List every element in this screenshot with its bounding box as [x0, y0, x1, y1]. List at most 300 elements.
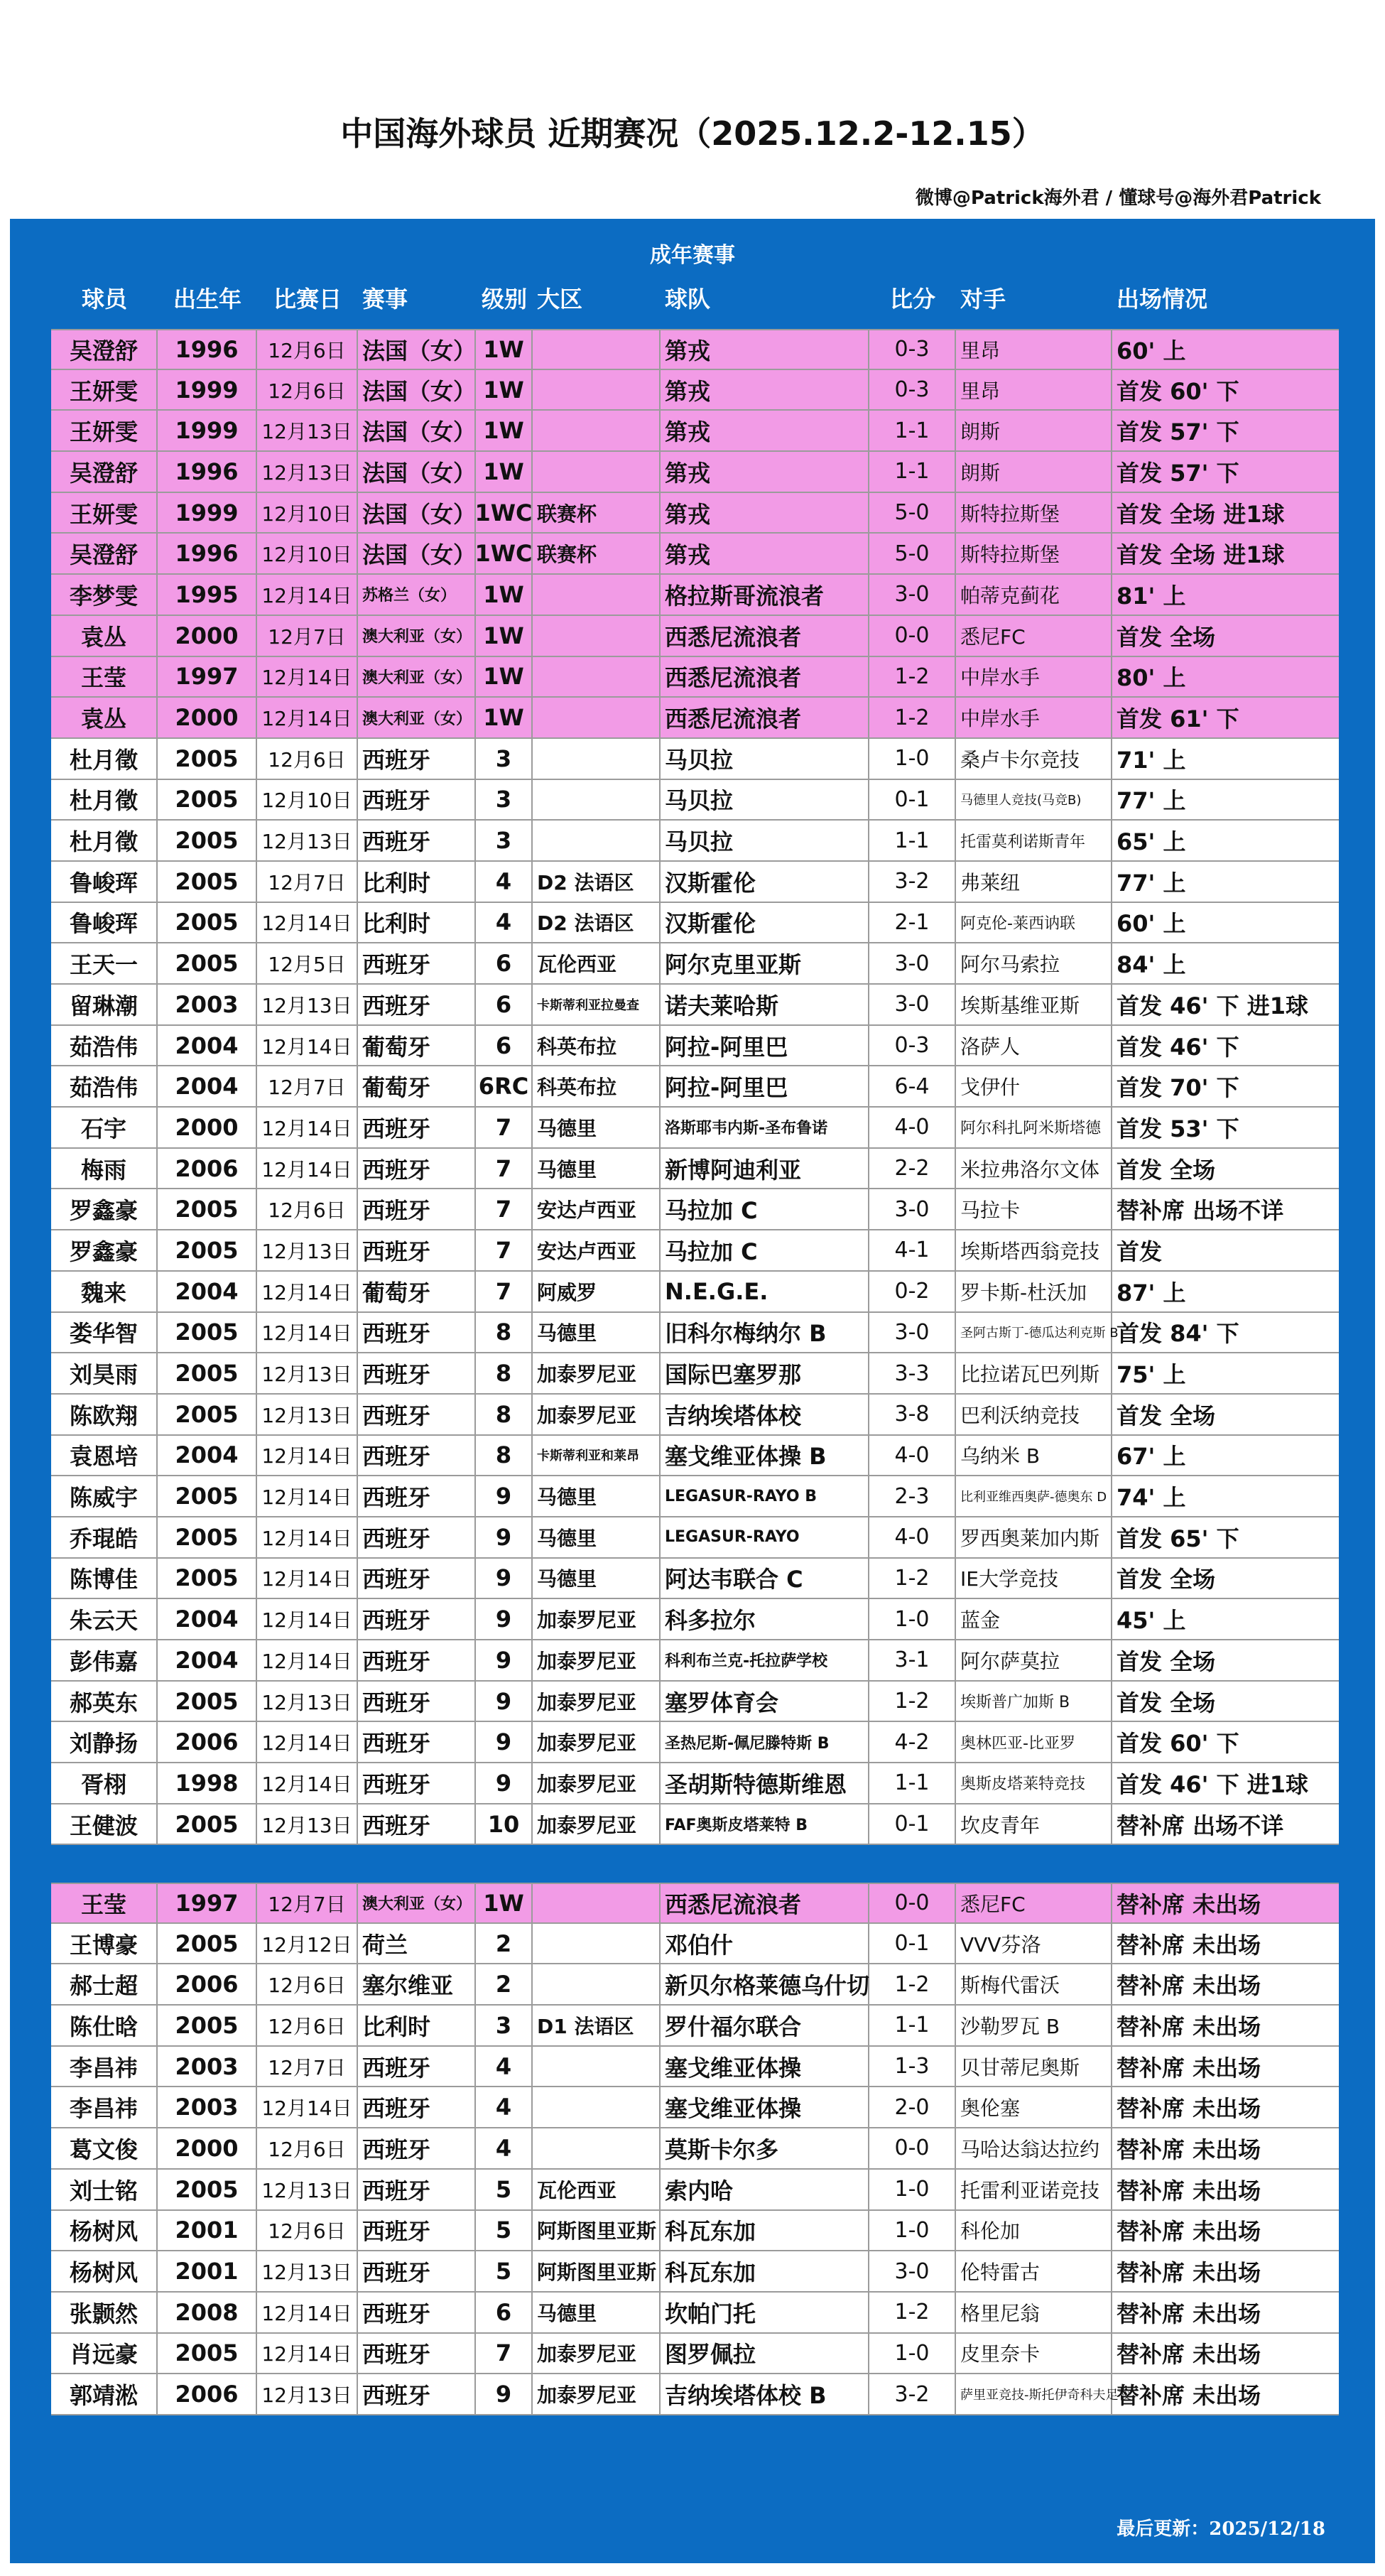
score-cell: 3-0: [869, 943, 956, 983]
column-headers: [51, 281, 1339, 317]
team-cell: FAF奥斯皮塔莱特 B: [661, 1804, 869, 1844]
level-cell: 3: [476, 780, 533, 820]
opponent-cell: 弗莱纽: [956, 862, 1112, 902]
table-row: [51, 657, 1339, 698]
birth-year-cell: 2004: [158, 1436, 257, 1476]
player-name-cell: 刘士铭: [51, 2170, 158, 2209]
score-cell: 0-3: [869, 1026, 956, 1066]
birth-year-cell: 2000: [158, 698, 257, 737]
score-cell: 4-0: [869, 1108, 956, 1147]
level-cell: 9: [476, 1599, 533, 1639]
birth-year-cell: 2005: [158, 1682, 257, 1721]
opponent-cell: 洛萨人: [956, 1026, 1112, 1066]
team-cell: 索内哈: [661, 2170, 869, 2209]
birth-year-cell: 1997: [158, 657, 257, 697]
team-cell: 吉纳埃塔体校: [661, 1395, 869, 1434]
birth-year-cell: 2004: [158, 1272, 257, 1311]
appearance-cell: 替补席 出场不详: [1117, 1197, 1284, 1225]
table-row: [51, 2170, 1339, 2211]
region-cell: 马德里: [533, 1559, 661, 1598]
player-name-cell: 杜月徵: [51, 780, 158, 820]
player-name-cell: 杨树风: [51, 2211, 158, 2251]
team-cell: 科瓦东加: [661, 2251, 869, 2291]
competition-cell: 西班牙: [358, 1436, 476, 1476]
region-cell: [533, 1884, 661, 1922]
appearance-cell: 首发 46' 下 进1球: [1117, 992, 1309, 1019]
region-cell: [533, 330, 661, 369]
opponent-cell: 巴利沃纳竞技: [956, 1395, 1112, 1434]
table-row: [51, 2251, 1339, 2293]
level-cell: 9: [476, 1517, 533, 1557]
birth-year-cell: 2005: [158, 903, 257, 943]
match-date-cell: 12月14日: [257, 2087, 358, 2127]
match-date-cell: 12月14日: [257, 1108, 358, 1147]
score-cell: 1-3: [869, 2047, 956, 2087]
level-cell: 5: [476, 2211, 533, 2251]
opponent-cell: 朗斯: [956, 411, 1112, 450]
opponent-cell: 里昂: [956, 370, 1112, 410]
appearance-cell: 首发 全场: [1117, 1647, 1216, 1675]
level-cell: 1W: [476, 575, 533, 615]
opponent-cell: 斯梅代雷沃: [956, 1964, 1112, 2004]
level-cell: 1W: [476, 616, 533, 656]
player-name-cell: 杨树风: [51, 2251, 158, 2291]
birth-year-cell: 1996: [158, 330, 257, 369]
match-date-cell: 12月7日: [257, 862, 358, 902]
match-date-cell: 12月6日: [257, 370, 358, 410]
score-cell: 1-2: [869, 657, 956, 697]
region-cell: 瓦伦西亚: [533, 943, 661, 983]
region-cell: 加泰罗尼亚: [533, 1395, 661, 1434]
table-row: [51, 2006, 1339, 2047]
birth-year-cell: 1995: [158, 575, 257, 615]
table-row: [51, 2128, 1339, 2170]
col-header-level: 级别: [481, 286, 527, 313]
table-row: [51, 1395, 1339, 1436]
score-cell: 1-0: [869, 2211, 956, 2251]
table-row: [51, 2374, 1339, 2415]
score-cell: 0-1: [869, 1924, 956, 1964]
opponent-cell: 米拉弗洛尔文体: [956, 1149, 1112, 1189]
player-name-cell: 陈仕晗: [51, 2006, 158, 2045]
opponent-cell: 中岸水手: [956, 657, 1112, 697]
competition-cell: 西班牙: [358, 2211, 476, 2251]
table-row: [51, 1804, 1339, 1846]
team-cell: 阿拉-阿里巴: [661, 1066, 869, 1106]
appearance-cell: 首发 全场 进1球: [1117, 541, 1285, 569]
appearance-cell: 87' 上: [1117, 1279, 1186, 1306]
opponent-cell: 蓝金: [956, 1599, 1112, 1639]
competition-cell: 西班牙: [358, 2087, 476, 2127]
player-name-cell: 彭伟嘉: [51, 1640, 158, 1680]
match-date-cell: 12月14日: [257, 1313, 358, 1353]
competition-cell: 西班牙: [358, 1599, 476, 1639]
team-cell: 第戎: [661, 452, 869, 492]
birth-year-cell: 2005: [158, 1924, 257, 1964]
level-cell: 7: [476, 1230, 533, 1270]
match-date-cell: 12月6日: [257, 330, 358, 369]
score-cell: 1-0: [869, 2334, 956, 2374]
player-name-cell: 吴澄舒: [51, 452, 158, 492]
opponent-cell: 阿尔科扎阿米斯塔德: [956, 1108, 1112, 1147]
match-date-cell: 12月7日: [257, 1066, 358, 1106]
score-cell: 3-0: [869, 1189, 956, 1229]
match-date-cell: 12月14日: [257, 1763, 358, 1803]
opponent-cell: 戈伊什: [956, 1066, 1112, 1106]
level-cell: 9: [476, 1640, 533, 1680]
table-row: [51, 1313, 1339, 1354]
match-date-cell: 12月7日: [257, 2047, 358, 2087]
match-date-cell: 12月14日: [257, 1272, 358, 1311]
region-cell: 马德里: [533, 1517, 661, 1557]
player-name-cell: 杜月徵: [51, 739, 158, 779]
table-row: [51, 1924, 1339, 1965]
appearance-cell: 首发 全场: [1117, 623, 1216, 651]
competition-cell: 西班牙: [358, 1682, 476, 1721]
appearance-cell: 77' 上: [1117, 869, 1186, 897]
match-date-cell: 12月10日: [257, 534, 358, 573]
opponent-cell: 埃斯基维亚斯: [956, 985, 1112, 1024]
player-name-cell: 刘昊雨: [51, 1353, 158, 1393]
competition-cell: 比利时: [358, 2006, 476, 2045]
region-cell: 科英布拉: [533, 1026, 661, 1066]
competition-cell: 葡萄牙: [358, 1272, 476, 1311]
team-cell: 西悉尼流浪者: [661, 698, 869, 737]
appearance-cell: 替补席 未出场: [1117, 1890, 1261, 1918]
appearance-cell: 81' 上: [1117, 582, 1186, 610]
table-row: [51, 1682, 1339, 1723]
appearance-cell: 替补席 未出场: [1117, 2218, 1261, 2246]
level-cell: 3: [476, 739, 533, 779]
match-date-cell: 12月13日: [257, 2170, 358, 2209]
appearance-cell: 替补席 未出场: [1117, 2136, 1261, 2163]
competition-cell: 西班牙: [358, 2374, 476, 2414]
level-cell: 7: [476, 1272, 533, 1311]
appearance-cell: 首发 84' 下: [1117, 1320, 1239, 1348]
region-cell: 加泰罗尼亚: [533, 1763, 661, 1803]
player-name-cell: 李昌祎: [51, 2047, 158, 2087]
table-row: [51, 1189, 1339, 1230]
competition-cell: 西班牙: [358, 1108, 476, 1147]
competition-cell: 西班牙: [358, 821, 476, 860]
score-cell: 2-2: [869, 1149, 956, 1189]
competition-cell: 法国（女）: [358, 534, 476, 573]
match-date-cell: 12月13日: [257, 452, 358, 492]
col-header-competition: 赛事: [362, 286, 408, 313]
competition-cell: 西班牙: [358, 1353, 476, 1393]
player-name-cell: 杜月徵: [51, 821, 158, 860]
player-name-cell: 王妍雯: [51, 370, 158, 410]
match-date-cell: 12月13日: [257, 821, 358, 860]
score-cell: 1-1: [869, 1763, 956, 1803]
opponent-cell: 萨里亚竞技-斯托伊奇科夫足校: [956, 2374, 1112, 2414]
birth-year-cell: 2005: [158, 780, 257, 820]
player-name-cell: 王天一: [51, 943, 158, 983]
appearance-cell: 80' 上: [1117, 664, 1186, 692]
score-cell: 0-3: [869, 330, 956, 369]
opponent-cell: 伦特雷古: [956, 2251, 1112, 2291]
appearance-cell: 首发 60' 下: [1117, 377, 1239, 405]
player-name-cell: 鲁峻珲: [51, 903, 158, 943]
opponent-cell: 皮里奈卡: [956, 2334, 1112, 2374]
match-date-cell: 12月14日: [257, 1436, 358, 1476]
table-row: [51, 1517, 1339, 1559]
col-header-birth-year: 出生年: [173, 286, 241, 313]
competition-cell: 西班牙: [358, 1476, 476, 1516]
level-cell: 4: [476, 862, 533, 902]
player-name-cell: 王妍雯: [51, 493, 158, 533]
results-panel: [10, 219, 1375, 2563]
birth-year-cell: 1997: [158, 1884, 257, 1922]
level-cell: 6: [476, 943, 533, 983]
opponent-cell: 乌纳米 B: [956, 1436, 1112, 1476]
competition-cell: 法国（女）: [358, 370, 476, 410]
table-row: [51, 1599, 1339, 1640]
opponent-cell: 斯特拉斯堡: [956, 534, 1112, 573]
opponent-cell: 比利亚维西奥萨-德奥东 D: [956, 1476, 1112, 1516]
opponent-cell: 沙勒罗瓦 B: [956, 2006, 1112, 2045]
opponent-cell: 埃斯普广加斯 B: [956, 1682, 1112, 1721]
region-cell: 瓦伦西亚: [533, 2170, 661, 2209]
score-cell: 3-8: [869, 1395, 956, 1434]
player-name-cell: 王妍雯: [51, 411, 158, 450]
opponent-cell: 阿尔萨莫拉: [956, 1640, 1112, 1680]
match-date-cell: 12月5日: [257, 943, 358, 983]
match-date-cell: 12月10日: [257, 493, 358, 533]
opponent-cell: 悉尼FC: [956, 616, 1112, 656]
table-row: [51, 1964, 1339, 2006]
region-cell: [533, 657, 661, 697]
player-name-cell: 乔琨皓: [51, 1517, 158, 1557]
region-cell: 马德里: [533, 2293, 661, 2332]
team-cell: 西悉尼流浪者: [661, 1884, 869, 1922]
score-cell: 3-0: [869, 575, 956, 615]
team-cell: 阿达韦联合 C: [661, 1559, 869, 1598]
region-cell: 马德里: [533, 1313, 661, 1353]
birth-year-cell: 2004: [158, 1026, 257, 1066]
region-cell: 加泰罗尼亚: [533, 2334, 661, 2374]
player-name-cell: 王博豪: [51, 1924, 158, 1964]
score-cell: 1-1: [869, 821, 956, 860]
team-cell: 阿尔克里亚斯: [661, 943, 869, 983]
bench-matches-table: [51, 1883, 1339, 2415]
level-cell: 8: [476, 1395, 533, 1434]
competition-cell: 澳大利亚（女）: [358, 698, 476, 737]
region-cell: 联赛杯: [533, 493, 661, 533]
match-date-cell: 12月13日: [257, 1804, 358, 1844]
birth-year-cell: 2004: [158, 1066, 257, 1106]
level-cell: 10: [476, 1804, 533, 1844]
team-cell: 洛斯耶韦内斯-圣布鲁诺: [661, 1108, 869, 1147]
region-cell: 马德里: [533, 1149, 661, 1189]
appearance-cell: 首发 全场: [1117, 1689, 1216, 1716]
competition-cell: 西班牙: [358, 739, 476, 779]
birth-year-cell: 1996: [158, 452, 257, 492]
team-cell: 第戎: [661, 534, 869, 573]
section-title: 成年赛事: [650, 243, 735, 268]
score-cell: 2-3: [869, 1476, 956, 1516]
region-cell: [533, 452, 661, 492]
col-header-region: 大区: [537, 286, 583, 313]
player-name-cell: 郭靖淞: [51, 2374, 158, 2414]
opponent-cell: 埃斯塔西翁竞技: [956, 1230, 1112, 1270]
score-cell: 3-0: [869, 2251, 956, 2291]
team-cell: 新博阿迪利亚: [661, 1149, 869, 1189]
team-cell: 塞戈维亚体操: [661, 2087, 869, 2127]
competition-cell: 苏格兰（女）: [358, 575, 476, 615]
competition-cell: 澳大利亚（女）: [358, 1884, 476, 1922]
match-date-cell: 12月14日: [257, 1026, 358, 1066]
table-row: [51, 370, 1339, 411]
birth-year-cell: 2006: [158, 2374, 257, 2414]
match-date-cell: 12月14日: [257, 1476, 358, 1516]
appearance-cell: 首发: [1117, 1238, 1163, 1265]
score-cell: 3-2: [869, 862, 956, 902]
opponent-cell: VVV芬洛: [956, 1924, 1112, 1964]
table-row: [51, 903, 1339, 944]
match-date-cell: 12月14日: [257, 1559, 358, 1598]
appearance-cell: 替补席 未出场: [1117, 2013, 1261, 2040]
birth-year-cell: 1999: [158, 370, 257, 410]
table-row: [51, 985, 1339, 1026]
player-name-cell: 葛文俊: [51, 2128, 158, 2168]
birth-year-cell: 2006: [158, 1149, 257, 1189]
score-cell: 2-0: [869, 2087, 956, 2127]
competition-cell: 法国（女）: [358, 452, 476, 492]
score-cell: 0-0: [869, 616, 956, 656]
opponent-cell: 托雷利亚诺竞技: [956, 2170, 1112, 2209]
match-date-cell: 12月13日: [257, 2251, 358, 2291]
opponent-cell: 罗西奥莱加内斯: [956, 1517, 1112, 1557]
level-cell: 7: [476, 2334, 533, 2374]
opponent-cell: 马德里人竞技(马竞B): [956, 780, 1112, 820]
appearance-cell: 75' 上: [1117, 1361, 1186, 1389]
region-cell: 加泰罗尼亚: [533, 1682, 661, 1721]
birth-year-cell: 2004: [158, 1599, 257, 1639]
birth-year-cell: 2005: [158, 1559, 257, 1598]
team-cell: 塞戈维亚体操: [661, 2047, 869, 2087]
level-cell: 1W: [476, 698, 533, 737]
region-cell: 加泰罗尼亚: [533, 1804, 661, 1844]
team-cell: 科利布兰克-托拉萨学校: [661, 1640, 869, 1680]
table-row: [51, 780, 1339, 821]
competition-cell: 西班牙: [358, 2170, 476, 2209]
table-row: [51, 493, 1339, 534]
birth-year-cell: 1996: [158, 534, 257, 573]
level-cell: 6: [476, 2293, 533, 2332]
competition-cell: 西班牙: [358, 1722, 476, 1762]
player-name-cell: 陈威宇: [51, 1476, 158, 1516]
table-row: [51, 1066, 1339, 1108]
opponent-cell: 阿尔马索拉: [956, 943, 1112, 983]
player-name-cell: 肖远豪: [51, 2334, 158, 2374]
table-row: [51, 534, 1339, 575]
level-cell: 9: [476, 1476, 533, 1516]
region-cell: 安达卢西亚: [533, 1230, 661, 1270]
region-cell: 马德里: [533, 1476, 661, 1516]
region-cell: 加泰罗尼亚: [533, 2374, 661, 2414]
match-date-cell: 12月7日: [257, 616, 358, 656]
team-cell: 马贝拉: [661, 821, 869, 860]
opponent-cell: 朗斯: [956, 452, 1112, 492]
appearance-cell: 67' 上: [1117, 1443, 1186, 1471]
region-cell: [533, 739, 661, 779]
birth-year-cell: 2005: [158, 739, 257, 779]
appearance-cell: 首发 全场: [1117, 1156, 1216, 1184]
opponent-cell: 贝甘蒂尼奥斯: [956, 2047, 1112, 2087]
appearance-cell: 71' 上: [1117, 746, 1186, 774]
table-row: [51, 1640, 1339, 1682]
player-name-cell: 吴澄舒: [51, 534, 158, 573]
table-row: [51, 943, 1339, 985]
level-cell: 4: [476, 903, 533, 943]
col-header-appearance: 出场情况: [1117, 286, 1208, 313]
competition-cell: 澳大利亚（女）: [358, 616, 476, 656]
competition-cell: 法国（女）: [358, 493, 476, 533]
region-cell: 加泰罗尼亚: [533, 1599, 661, 1639]
player-name-cell: 胥栩: [51, 1763, 158, 1803]
player-name-cell: 郝士超: [51, 1964, 158, 2004]
score-cell: 1-1: [869, 411, 956, 450]
appearance-cell: 65' 上: [1117, 828, 1186, 856]
table-row: [51, 452, 1339, 493]
appearance-cell: 首发 全场: [1117, 1402, 1216, 1429]
level-cell: 9: [476, 2374, 533, 2414]
birth-year-cell: 2003: [158, 2047, 257, 2087]
table-row: [51, 1230, 1339, 1272]
birth-year-cell: 1998: [158, 1763, 257, 1803]
match-date-cell: 12月6日: [257, 739, 358, 779]
score-cell: 4-1: [869, 1230, 956, 1270]
appearance-cell: 替补席 未出场: [1117, 2095, 1261, 2123]
table-row: [51, 698, 1339, 739]
competition-cell: 西班牙: [358, 1313, 476, 1353]
competition-cell: 西班牙: [358, 2047, 476, 2087]
col-header-team: 球队: [665, 286, 711, 313]
opponent-cell: 里昂: [956, 330, 1112, 369]
match-date-cell: 12月13日: [257, 1682, 358, 1721]
region-cell: [533, 780, 661, 820]
opponent-cell: IE大学竞技: [956, 1559, 1112, 1598]
match-date-cell: 12月14日: [257, 1149, 358, 1189]
table-row: [51, 1436, 1339, 1477]
opponent-cell: 奥伦塞: [956, 2087, 1112, 2127]
col-header-score: 比分: [889, 286, 935, 313]
player-name-cell: 袁丛: [51, 698, 158, 737]
team-cell: 西悉尼流浪者: [661, 616, 869, 656]
appearance-cell: 首发 57' 下: [1117, 459, 1239, 487]
table-row: [51, 1272, 1339, 1313]
birth-year-cell: 2005: [158, 2334, 257, 2374]
appearance-cell: 84' 上: [1117, 951, 1186, 979]
region-cell: [533, 370, 661, 410]
score-cell: 0-1: [869, 780, 956, 820]
score-cell: 0-2: [869, 1272, 956, 1311]
region-cell: 安达卢西亚: [533, 1189, 661, 1229]
region-cell: [533, 698, 661, 737]
region-cell: 阿威罗: [533, 1272, 661, 1311]
opponent-cell: 奥斯皮塔莱特竞技: [956, 1763, 1112, 1803]
region-cell: [533, 1964, 661, 2004]
competition-cell: 西班牙: [358, 1149, 476, 1189]
player-name-cell: 陈欧翔: [51, 1395, 158, 1434]
competition-cell: 法国（女）: [358, 411, 476, 450]
birth-year-cell: 2006: [158, 1964, 257, 2004]
region-cell: D1 法语区: [533, 2006, 661, 2045]
player-name-cell: 陈博佳: [51, 1559, 158, 1598]
appearance-cell: 替补席 未出场: [1117, 2300, 1261, 2327]
table-row: [51, 1476, 1339, 1517]
